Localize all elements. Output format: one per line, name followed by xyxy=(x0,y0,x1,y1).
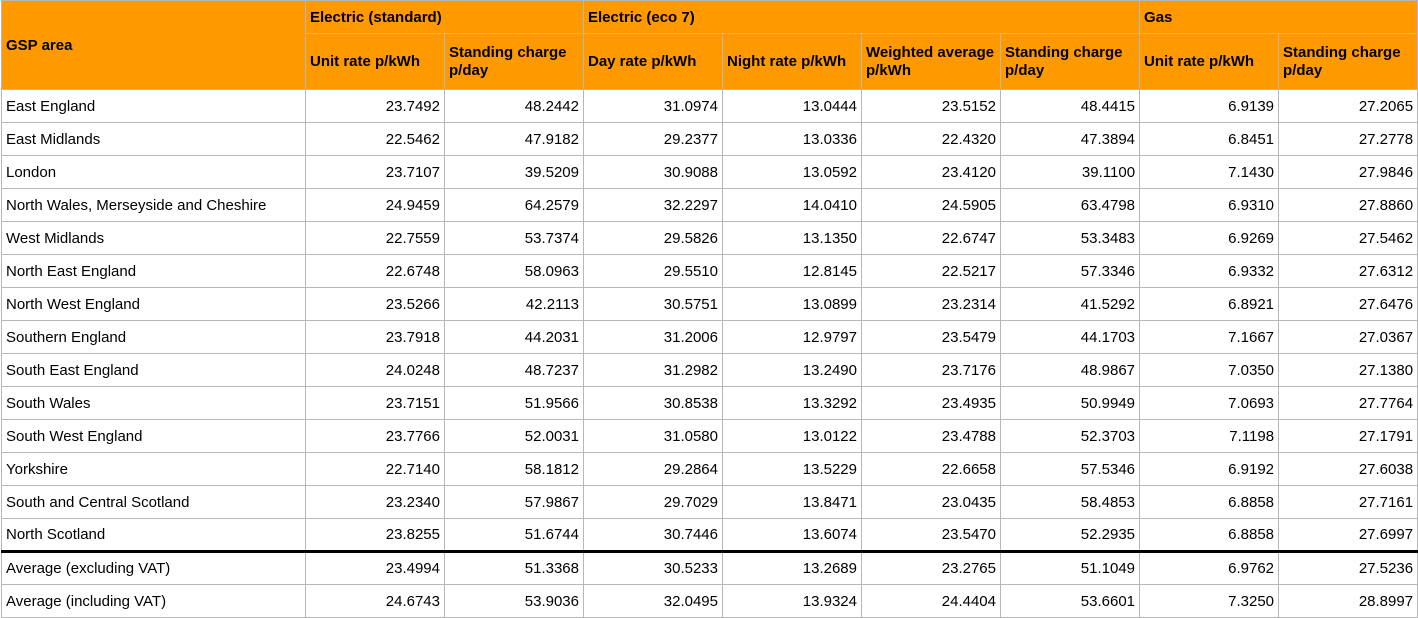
value-cell: 51.3368 xyxy=(445,552,584,585)
value-cell: 13.5229 xyxy=(723,453,862,486)
value-cell: 52.0031 xyxy=(445,420,584,453)
value-cell: 27.7161 xyxy=(1279,486,1418,519)
value-cell: 42.2113 xyxy=(445,288,584,321)
value-cell: 13.9324 xyxy=(723,585,862,618)
value-cell: 27.9846 xyxy=(1279,156,1418,189)
header-group-row xyxy=(2,1,1418,34)
table-row xyxy=(2,288,1418,321)
value-cell: 58.4853 xyxy=(1001,486,1140,519)
table-row xyxy=(2,486,1418,519)
value-cell: 6.9332 xyxy=(1140,255,1279,288)
value-cell: 29.2377 xyxy=(584,123,723,156)
value-cell: 29.5826 xyxy=(584,222,723,255)
value-cell: 7.0350 xyxy=(1140,354,1279,387)
value-cell: 13.1350 xyxy=(723,222,862,255)
value-cell: 27.5236 xyxy=(1279,552,1418,585)
value-cell: 48.4415 xyxy=(1001,90,1140,123)
column-header: Standing charge p/day xyxy=(1279,34,1418,90)
table-row xyxy=(2,189,1418,222)
value-cell: 13.2689 xyxy=(723,552,862,585)
value-cell: 6.8451 xyxy=(1140,123,1279,156)
value-cell: 22.4320 xyxy=(862,123,1001,156)
value-cell: 23.7176 xyxy=(862,354,1001,387)
value-cell: 27.1380 xyxy=(1279,354,1418,387)
area-cell: Average (excluding VAT) xyxy=(2,552,306,585)
value-cell: 23.7918 xyxy=(306,321,445,354)
value-cell: 30.8538 xyxy=(584,387,723,420)
electric-eco7-header: Electric (eco 7) xyxy=(584,1,1140,34)
value-cell: 53.7374 xyxy=(445,222,584,255)
electric-standard-header: Electric (standard) xyxy=(306,1,584,34)
area-cell: North East England xyxy=(2,255,306,288)
value-cell: 23.7492 xyxy=(306,90,445,123)
table-row xyxy=(2,90,1418,123)
value-cell: 31.0974 xyxy=(584,90,723,123)
value-cell: 23.4935 xyxy=(862,387,1001,420)
value-cell: 27.5462 xyxy=(1279,222,1418,255)
column-header: Standing charge p/day xyxy=(1001,34,1140,90)
value-cell: 7.3250 xyxy=(1140,585,1279,618)
value-cell: 48.7237 xyxy=(445,354,584,387)
tariff-table xyxy=(1,0,1418,618)
column-header: Day rate p/kWh xyxy=(584,34,723,90)
value-cell: 31.2982 xyxy=(584,354,723,387)
value-cell: 23.2314 xyxy=(862,288,1001,321)
area-cell: South West England xyxy=(2,420,306,453)
value-cell: 23.2340 xyxy=(306,486,445,519)
value-cell: 6.8858 xyxy=(1140,486,1279,519)
value-cell: 51.9566 xyxy=(445,387,584,420)
value-cell: 13.6074 xyxy=(723,519,862,552)
value-cell: 27.2065 xyxy=(1279,90,1418,123)
table-row xyxy=(2,420,1418,453)
value-cell: 48.9867 xyxy=(1001,354,1140,387)
value-cell: 53.9036 xyxy=(445,585,584,618)
value-cell: 22.7140 xyxy=(306,453,445,486)
column-header: Unit rate p/kWh xyxy=(1140,34,1279,90)
value-cell: 6.9139 xyxy=(1140,90,1279,123)
table-row xyxy=(2,156,1418,189)
area-cell: South and Central Scotland xyxy=(2,486,306,519)
value-cell: 30.7446 xyxy=(584,519,723,552)
value-cell: 23.2765 xyxy=(862,552,1001,585)
value-cell: 57.3346 xyxy=(1001,255,1140,288)
value-cell: 47.9182 xyxy=(445,123,584,156)
column-header: Night rate p/kWh xyxy=(723,34,862,90)
area-cell: West Midlands xyxy=(2,222,306,255)
value-cell: 30.5233 xyxy=(584,552,723,585)
area-cell: South Wales xyxy=(2,387,306,420)
value-cell: 58.1812 xyxy=(445,453,584,486)
value-cell: 23.7151 xyxy=(306,387,445,420)
value-cell: 12.8145 xyxy=(723,255,862,288)
value-cell: 24.0248 xyxy=(306,354,445,387)
value-cell: 24.4404 xyxy=(862,585,1001,618)
value-cell: 13.3292 xyxy=(723,387,862,420)
value-cell: 52.3703 xyxy=(1001,420,1140,453)
value-cell: 13.0122 xyxy=(723,420,862,453)
value-cell: 23.4120 xyxy=(862,156,1001,189)
value-cell: 29.2864 xyxy=(584,453,723,486)
area-cell: North Wales, Merseyside and Cheshire xyxy=(2,189,306,222)
value-cell: 13.0592 xyxy=(723,156,862,189)
table-row xyxy=(2,255,1418,288)
value-cell: 30.5751 xyxy=(584,288,723,321)
gsp-area-header: GSP area xyxy=(2,1,306,90)
value-cell: 44.1703 xyxy=(1001,321,1140,354)
value-cell: 29.7029 xyxy=(584,486,723,519)
value-cell: 23.7766 xyxy=(306,420,445,453)
value-cell: 22.6747 xyxy=(862,222,1001,255)
area-cell: South East England xyxy=(2,354,306,387)
value-cell: 6.8921 xyxy=(1140,288,1279,321)
value-cell: 27.6997 xyxy=(1279,519,1418,552)
value-cell: 6.8858 xyxy=(1140,519,1279,552)
value-cell: 7.1667 xyxy=(1140,321,1279,354)
value-cell: 24.5905 xyxy=(862,189,1001,222)
value-cell: 7.1430 xyxy=(1140,156,1279,189)
value-cell: 23.5266 xyxy=(306,288,445,321)
value-cell: 27.6038 xyxy=(1279,453,1418,486)
value-cell: 22.6748 xyxy=(306,255,445,288)
value-cell: 6.9192 xyxy=(1140,453,1279,486)
value-cell: 52.2935 xyxy=(1001,519,1140,552)
value-cell: 13.8471 xyxy=(723,486,862,519)
value-cell: 27.2778 xyxy=(1279,123,1418,156)
value-cell: 14.0410 xyxy=(723,189,862,222)
table-row xyxy=(2,123,1418,156)
column-header: Weighted average p/kWh xyxy=(862,34,1001,90)
table-row xyxy=(2,519,1418,552)
value-cell: 41.5292 xyxy=(1001,288,1140,321)
value-cell: 44.2031 xyxy=(445,321,584,354)
value-cell: 23.4788 xyxy=(862,420,1001,453)
value-cell: 53.3483 xyxy=(1001,222,1140,255)
value-cell: 24.6743 xyxy=(306,585,445,618)
value-cell: 51.6744 xyxy=(445,519,584,552)
value-cell: 13.0336 xyxy=(723,123,862,156)
value-cell: 22.6658 xyxy=(862,453,1001,486)
value-cell: 57.9867 xyxy=(445,486,584,519)
value-cell: 32.2297 xyxy=(584,189,723,222)
value-cell: 23.5470 xyxy=(862,519,1001,552)
value-cell: 23.5152 xyxy=(862,90,1001,123)
value-cell: 23.0435 xyxy=(862,486,1001,519)
table-row xyxy=(2,354,1418,387)
area-cell: East Midlands xyxy=(2,123,306,156)
area-cell: London xyxy=(2,156,306,189)
value-cell: 32.0495 xyxy=(584,585,723,618)
value-cell: 12.9797 xyxy=(723,321,862,354)
value-cell: 27.6476 xyxy=(1279,288,1418,321)
value-cell: 6.9762 xyxy=(1140,552,1279,585)
value-cell: 31.0580 xyxy=(584,420,723,453)
table-row xyxy=(2,387,1418,420)
column-header: Unit rate p/kWh xyxy=(306,34,445,90)
value-cell: 48.2442 xyxy=(445,90,584,123)
value-cell: 30.9088 xyxy=(584,156,723,189)
value-cell: 31.2006 xyxy=(584,321,723,354)
area-cell: Southern England xyxy=(2,321,306,354)
table-row xyxy=(2,321,1418,354)
area-cell: North West England xyxy=(2,288,306,321)
value-cell: 63.4798 xyxy=(1001,189,1140,222)
value-cell: 27.6312 xyxy=(1279,255,1418,288)
value-cell: 6.9269 xyxy=(1140,222,1279,255)
value-cell: 24.9459 xyxy=(306,189,445,222)
column-header: Standing charge p/day xyxy=(445,34,584,90)
value-cell: 39.5209 xyxy=(445,156,584,189)
value-cell: 27.1791 xyxy=(1279,420,1418,453)
value-cell: 23.5479 xyxy=(862,321,1001,354)
value-cell: 13.2490 xyxy=(723,354,862,387)
table-row xyxy=(2,453,1418,486)
value-cell: 23.8255 xyxy=(306,519,445,552)
value-cell: 22.5217 xyxy=(862,255,1001,288)
average-row xyxy=(2,585,1418,618)
value-cell: 7.1198 xyxy=(1140,420,1279,453)
value-cell: 51.1049 xyxy=(1001,552,1140,585)
value-cell: 27.7764 xyxy=(1279,387,1418,420)
value-cell: 29.5510 xyxy=(584,255,723,288)
value-cell: 7.0693 xyxy=(1140,387,1279,420)
value-cell: 6.9310 xyxy=(1140,189,1279,222)
value-cell: 53.6601 xyxy=(1001,585,1140,618)
value-cell: 57.5346 xyxy=(1001,453,1140,486)
value-cell: 27.8860 xyxy=(1279,189,1418,222)
table-row xyxy=(2,222,1418,255)
average-row xyxy=(2,552,1418,585)
value-cell: 47.3894 xyxy=(1001,123,1140,156)
value-cell: 39.1100 xyxy=(1001,156,1140,189)
value-cell: 22.5462 xyxy=(306,123,445,156)
value-cell: 27.0367 xyxy=(1279,321,1418,354)
area-cell: East England xyxy=(2,90,306,123)
value-cell: 13.0444 xyxy=(723,90,862,123)
value-cell: 13.0899 xyxy=(723,288,862,321)
value-cell: 50.9949 xyxy=(1001,387,1140,420)
area-cell: Yorkshire xyxy=(2,453,306,486)
value-cell: 28.8997 xyxy=(1279,585,1418,618)
value-cell: 64.2579 xyxy=(445,189,584,222)
gas-header: Gas xyxy=(1140,1,1418,34)
area-cell: Average (including VAT) xyxy=(2,585,306,618)
value-cell: 22.7559 xyxy=(306,222,445,255)
value-cell: 23.4994 xyxy=(306,552,445,585)
table-body xyxy=(2,90,1418,618)
area-cell: North Scotland xyxy=(2,519,306,552)
value-cell: 58.0963 xyxy=(445,255,584,288)
value-cell: 23.7107 xyxy=(306,156,445,189)
